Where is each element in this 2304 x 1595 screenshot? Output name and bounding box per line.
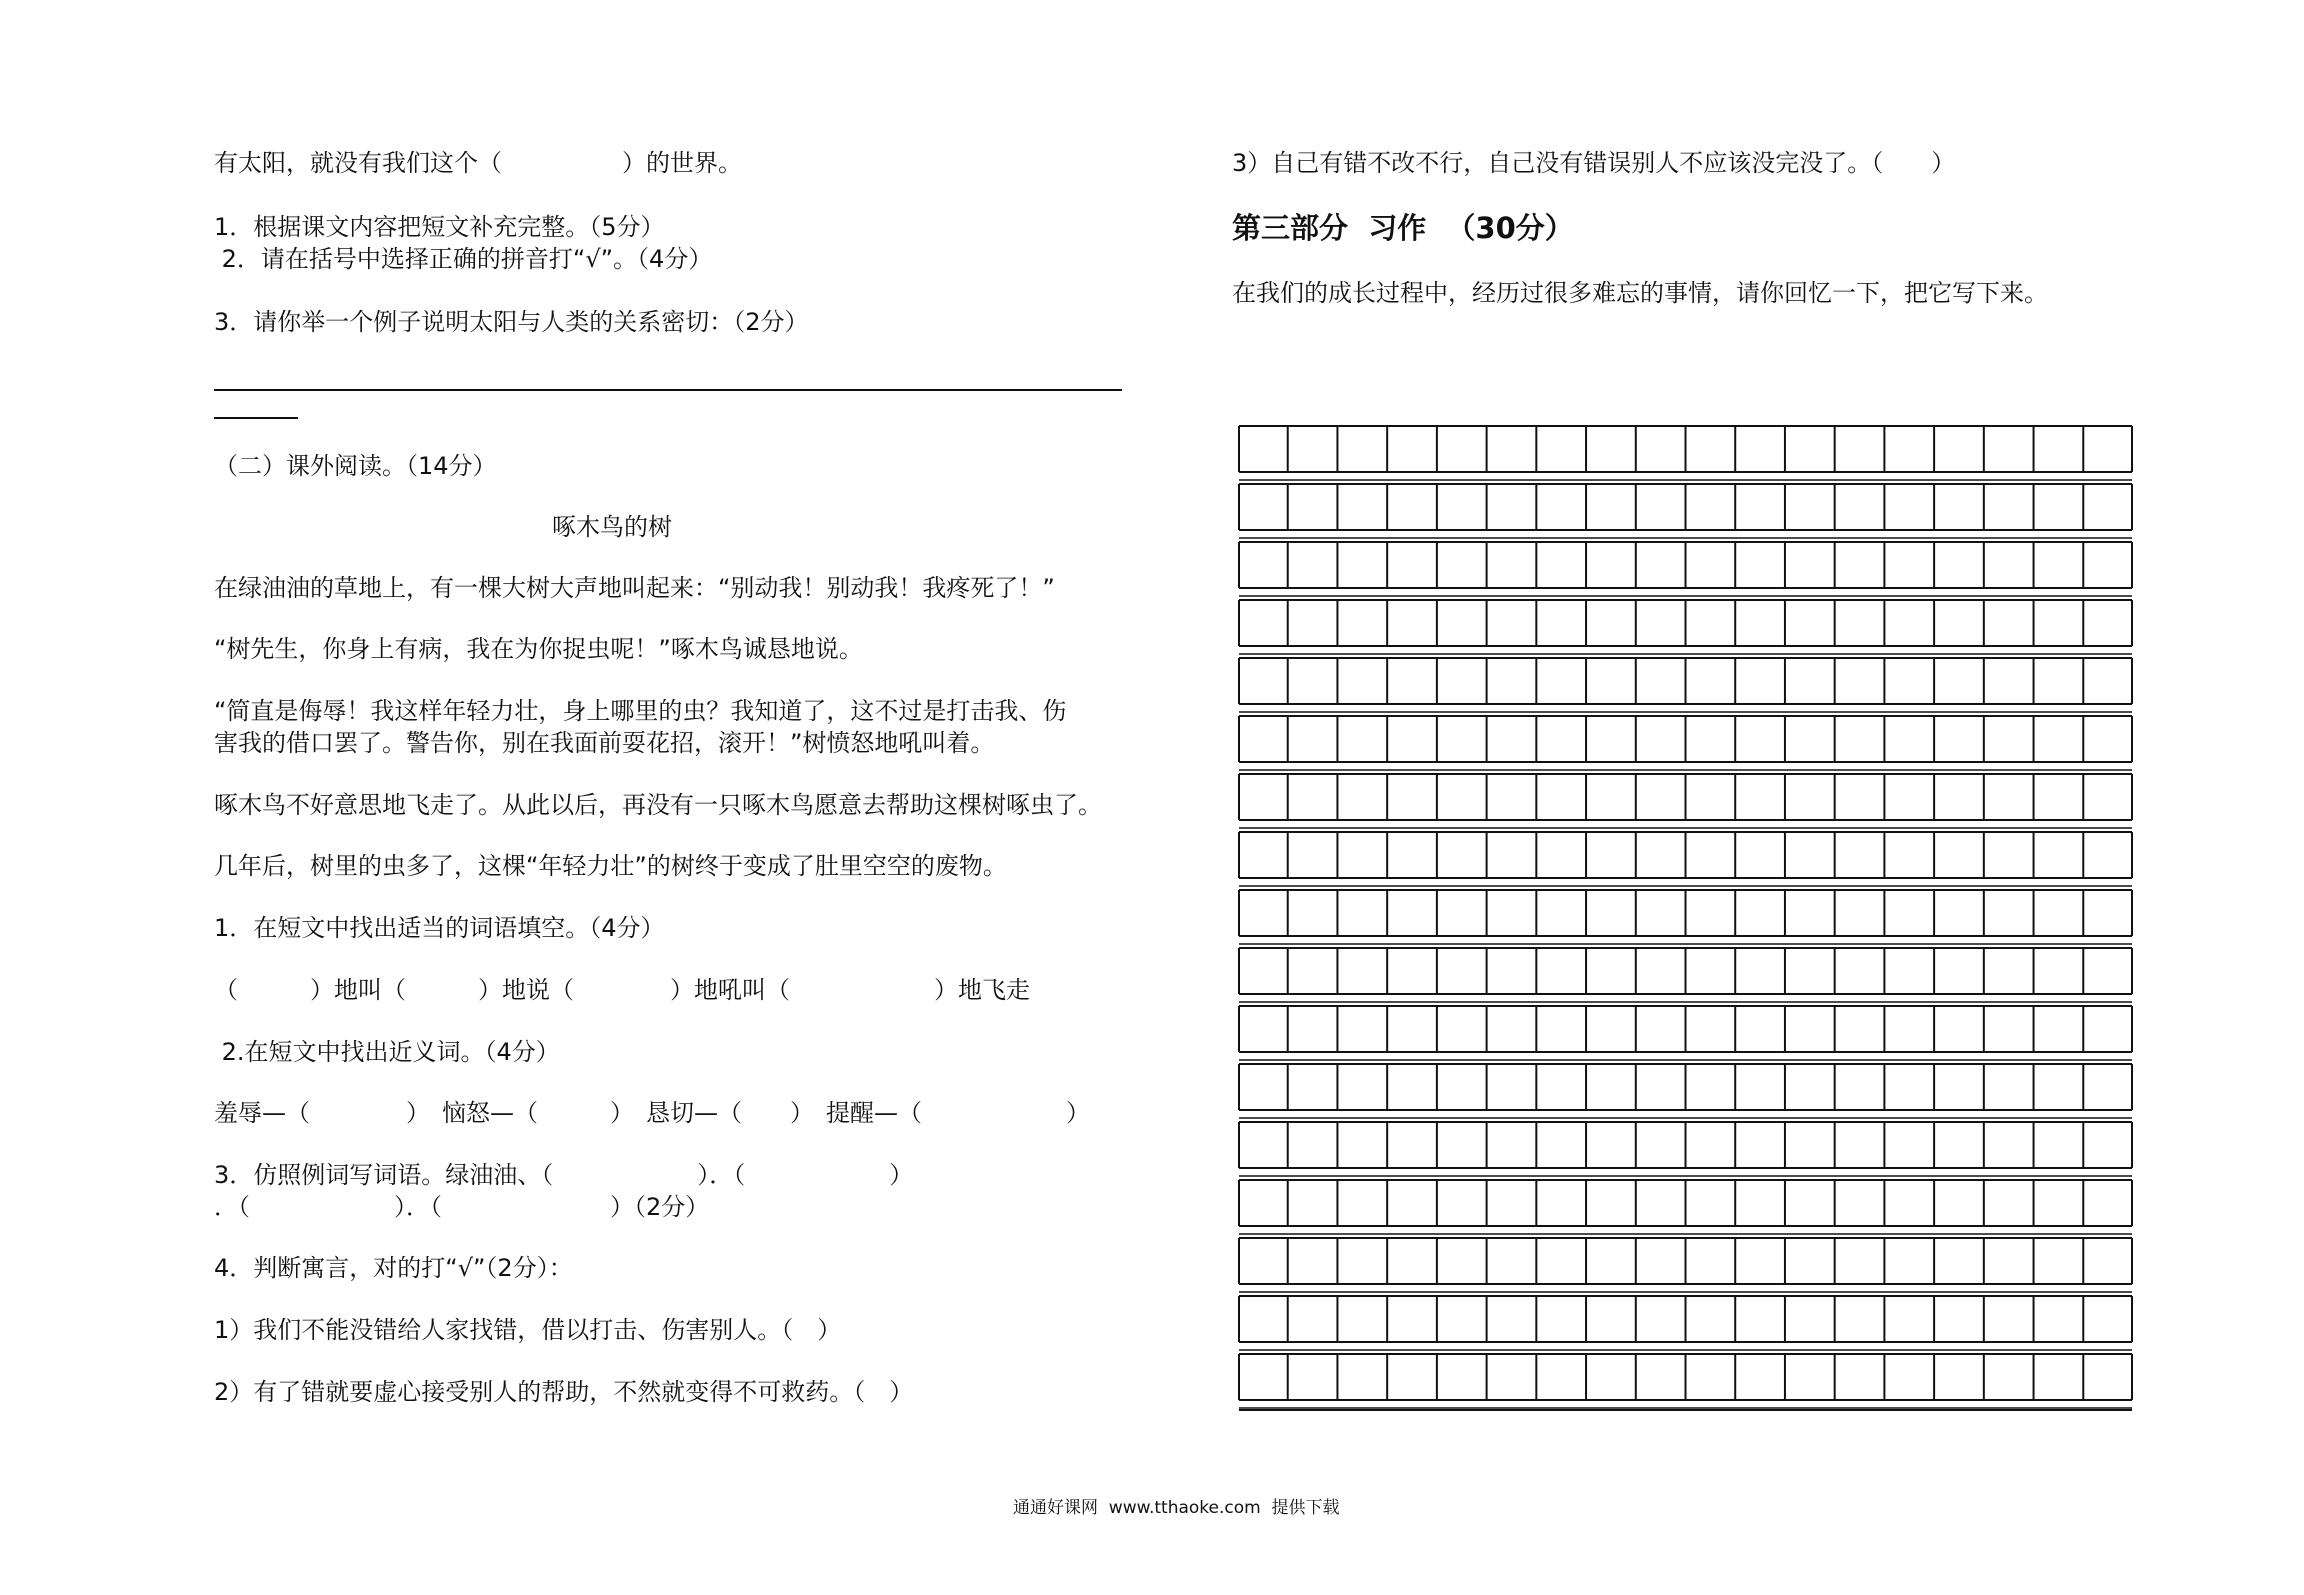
section-2-heading: （二）课外阅读。（14分） (214, 452, 497, 480)
story-paragraph-3a: “简直是侮辱！我这样年轻力壮，身上哪里的虫？我知道了，这不过是打击我、伤 (214, 697, 1067, 725)
reading-question-4: 4．判断寓言，对的打“√”（2分）： (214, 1254, 573, 1282)
grid-row[interactable] (1239, 832, 2132, 886)
intro-line: 有太阳，就没有我们这个（ ）的世界。 (214, 149, 742, 177)
grid-row[interactable] (1239, 426, 2132, 480)
grid-row[interactable] (1239, 716, 2132, 770)
reading-question-1-blanks[interactable]: （ ）地叫（ ）地说（ ）地吼叫（ ）地飞走 (214, 976, 1030, 1004)
grid-row[interactable] (1239, 948, 2132, 1002)
reading-question-2: 2.在短文中找出近义词。（4分） (214, 1038, 560, 1066)
judgement-1[interactable]: 1）我们不能没错给人家找错，借以打击、伤害别人。（ ） (214, 1316, 842, 1344)
question-1: 1．根据课文内容把短文补充完整。（5分） (214, 213, 665, 241)
story-paragraph-2: “树先生，你身上有病，我在为你捉虫呢！”啄木鸟诚恳地说。 (214, 635, 863, 663)
story-paragraph-5: 几年后，树里的虫多了，这棵“年轻力壮”的树终于变成了肚里空空的废物。 (214, 852, 1007, 880)
story-paragraph-4: 啄木鸟不好意思地飞走了。从此以后，再没有一只啄木鸟愿意去帮助这棵树啄虫了。 (214, 791, 1102, 819)
grid-row[interactable] (1239, 1180, 2132, 1234)
grid-row[interactable] (1239, 890, 2132, 944)
question-3: 3．请你举一个例子说明太阳与人类的关系密切：（2分） (214, 308, 809, 336)
judgement-3[interactable]: 3）自己有错不改不行，自己没有错误别人不应该没完没了。（ ） (1232, 149, 1956, 177)
grid-row[interactable] (1239, 774, 2132, 828)
judgement-2[interactable]: 2）有了错就要虚心接受别人的帮助，不然就变得不可救药。（ ） (214, 1378, 914, 1406)
grid-row[interactable] (1239, 484, 2132, 538)
composition-grid[interactable] (1238, 425, 2133, 1411)
grid-row[interactable] (1239, 1354, 2132, 1408)
story-title: 啄木鸟的树 (552, 513, 672, 541)
grid-row[interactable] (1239, 600, 2132, 654)
reading-question-2-blanks[interactable]: 羞辱—（ ） 恼怒—（ ） 恳切—（ ） 提醒—（ ） (214, 1099, 1090, 1127)
story-paragraph-1: 在绿油油的草地上，有一棵大树大声地叫起来：“别动我！别动我！我疼死了！” (214, 574, 1055, 602)
answer-line[interactable] (214, 389, 1122, 391)
story-paragraph-3b: 害我的借口罢了。警告你，别在我面前耍花招，滚开！”树愤怒地吼叫着。 (214, 729, 995, 757)
answer-line-short[interactable] (214, 417, 298, 419)
grid-row[interactable] (1239, 1064, 2132, 1118)
grid-row[interactable] (1239, 1122, 2132, 1176)
footer-credit: 通通好课网 www.tthaoke.com 提供下载 (1013, 1498, 1340, 1518)
reading-question-1: 1．在短文中找出适当的词语填空。（4分） (214, 914, 665, 942)
grid-row[interactable] (1239, 658, 2132, 712)
grid-row[interactable] (1239, 1238, 2132, 1292)
grid-row[interactable] (1239, 1006, 2132, 1060)
question-2: 2．请在括号中选择正确的拼音打“√”。（4分） (214, 245, 713, 273)
part-3-heading: 第三部分 习作 （30分） (1232, 211, 1574, 245)
grid-row[interactable] (1239, 542, 2132, 596)
writing-prompt: 在我们的成长过程中，经历过很多难忘的事情，请你回忆一下，把它写下来。 (1232, 279, 2048, 307)
reading-question-3b[interactable]: ．（ ）．（ ）（2分） (214, 1193, 710, 1221)
grid-row[interactable] (1239, 1296, 2132, 1350)
reading-question-3a[interactable]: 3．仿照例词写词语。绿油油、（ ）．（ ） (214, 1161, 914, 1189)
